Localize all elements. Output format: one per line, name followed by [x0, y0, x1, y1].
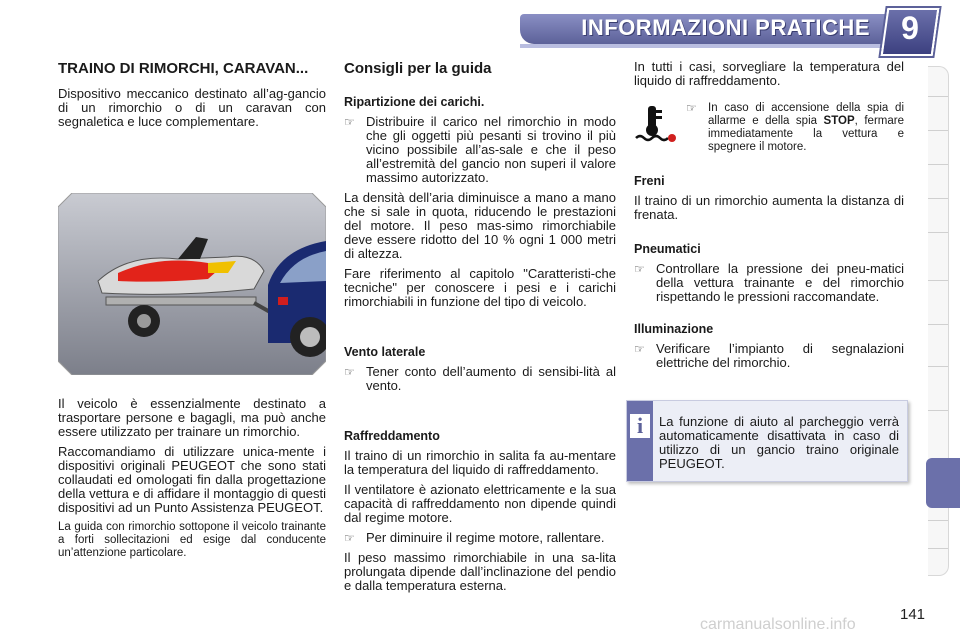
tab-divider [928, 198, 948, 199]
paragraph-driving-note: La guida con rimorchio sottopone il veicolo trainante a forti sollecitazioni ed esige dal conducente un’attenzione particolare. [58, 521, 326, 559]
tab-divider [928, 130, 948, 131]
bullet-wind: ☞ Tener conto dell’aumento di sensibi-lità al vento. [344, 364, 616, 393]
section-heading-driving-advice: Consigli per la guida [344, 60, 492, 77]
subheading-cooling: Raffreddamento [344, 429, 440, 443]
column-left [58, 60, 326, 566]
watermark: carmanualsonline.info [700, 616, 856, 633]
header-underline [520, 44, 900, 48]
tab-divider [928, 96, 948, 97]
pointing-hand-icon: ☞ [686, 101, 697, 115]
tab-divider [928, 366, 948, 367]
tab-divider [928, 520, 948, 521]
paragraph-see-chapter: Fare riferimento al capitolo "Caratteristi-che tecniche" per conoscere i pesi e i carichi rimorchiabili in funzione del tipo di veicolo. [344, 266, 616, 309]
tab-divider [928, 164, 948, 165]
paragraph-max-weight-slope: Il peso massimo rimorchiabile in una sa-lita prolungata dipende dall’inclinazione del pendio e dalla temperatura esterna. [344, 550, 616, 593]
subheading-lighting: Illuminazione [634, 322, 714, 336]
column-middle [344, 60, 616, 599]
pointing-hand-icon: ☞ [344, 365, 355, 379]
chapter-tab-active[interactable] [926, 458, 960, 508]
page-title: INFORMAZIONI PRATICHE [581, 15, 870, 40]
info-text: La funzione di aiuto al parcheggio verrà automaticamente disattivata in caso di utilizzo di un gancio traino originale PEUGEOT. [659, 414, 899, 471]
subheading-load-distribution: Ripartizione dei carichi. [344, 95, 485, 109]
bullet-tyre-pressure: ☞ Controllare la pressione dei pneu-matici della vettura trainante e del rimorchio rispettando le pressioni raccomandate. [634, 261, 904, 304]
pointing-hand-icon: ☞ [634, 342, 645, 356]
tab-divider [928, 280, 948, 281]
subheading-crosswind: Vento laterale [344, 345, 426, 359]
paragraph-monitor-coolant: In tutti i casi, sorvegliare la temperatura del liquido di raffreddamento. [634, 59, 904, 88]
paragraph-air-density: La densità dell’aria diminuisce a mano a mano che si sale in quota, riducendo le prestazioni del motore. Il peso mas-simo rimorchiabile deve essere ridotto del 10 % ogni 1 000 metri di altezza. [344, 190, 616, 261]
coolant-warning: ☞ In caso di accensione della spia di allarme e della spia STOP, fermare immediatamente la vettura e spegnere il motore. [634, 102, 904, 160]
paragraph-cooling-temperature: Il traino di un rimorchio in salita fa au-mentare la temperatura del liquido di raffreddamento. [344, 448, 616, 477]
stop-label: STOP [823, 115, 855, 127]
bullet-load: ☞ Distribuire il carico nel rimorchio in modo che gli oggetti più pesanti si trovino il più vicino possibile all’as-sale e che il peso all’estremità del gancio non superi il valore massimo autorizzato. [344, 114, 616, 185]
column-right [634, 60, 904, 376]
intro-paragraph: Dispositivo meccanico destinato all’ag-gancio di un rimorchio o di un caravan con segnaletica e luce complementare. [58, 86, 326, 129]
subheading-brakes: Freni [634, 174, 665, 188]
page-header [0, 0, 960, 52]
coolant-temperature-warning-icon [634, 102, 678, 146]
chapter-number: 9 [901, 10, 919, 46]
pointing-hand-icon: ☞ [634, 262, 645, 276]
paragraph-vehicle-purpose: Il veicolo è essenzialmente destinato a trasportare persone e bagagli, ma può anche essere utilizzato per trainare un rimorchio. [58, 396, 326, 439]
tab-divider [928, 548, 948, 549]
info-box-parking-aid [626, 400, 908, 482]
tab-divider [928, 324, 948, 325]
paragraph-original-devices: Raccomandiamo di utilizzare unica-mente i dispositivi originali PEUGEOT che sono stati collaudati ed omologati fin dalla progettazione della vettura e di affidare il montaggio di questi dispositivi ad un Punto Assistenza PEUGEOT. [58, 444, 326, 515]
paragraph-braking-distance: Il traino di un rimorchio aumenta la distanza di frenata. [634, 193, 904, 222]
bullet-engine-speed: ☞ Per diminuire il regime motore, rallentare. [344, 530, 605, 545]
pointing-hand-icon: ☞ [344, 531, 355, 545]
page-number: 141 [900, 606, 926, 623]
pointing-hand-icon: ☞ [344, 115, 355, 129]
tab-divider [928, 410, 948, 411]
section-heading-towing: TRAINO DI RIMORCHI, CARAVAN... [58, 60, 309, 77]
towing-illustration [58, 193, 326, 375]
bullet-lighting: ☞ Verificare l’impianto di segnalazioni elettriche del rimorchio. [634, 341, 904, 370]
info-icon: i [630, 414, 650, 438]
paragraph-fan: Il ventilatore è azionato elettricamente e la sua capacità di raffreddamento non dipende quindi dal regime motore. [344, 482, 616, 525]
subheading-tyres: Pneumatici [634, 242, 701, 256]
tab-divider [928, 232, 948, 233]
